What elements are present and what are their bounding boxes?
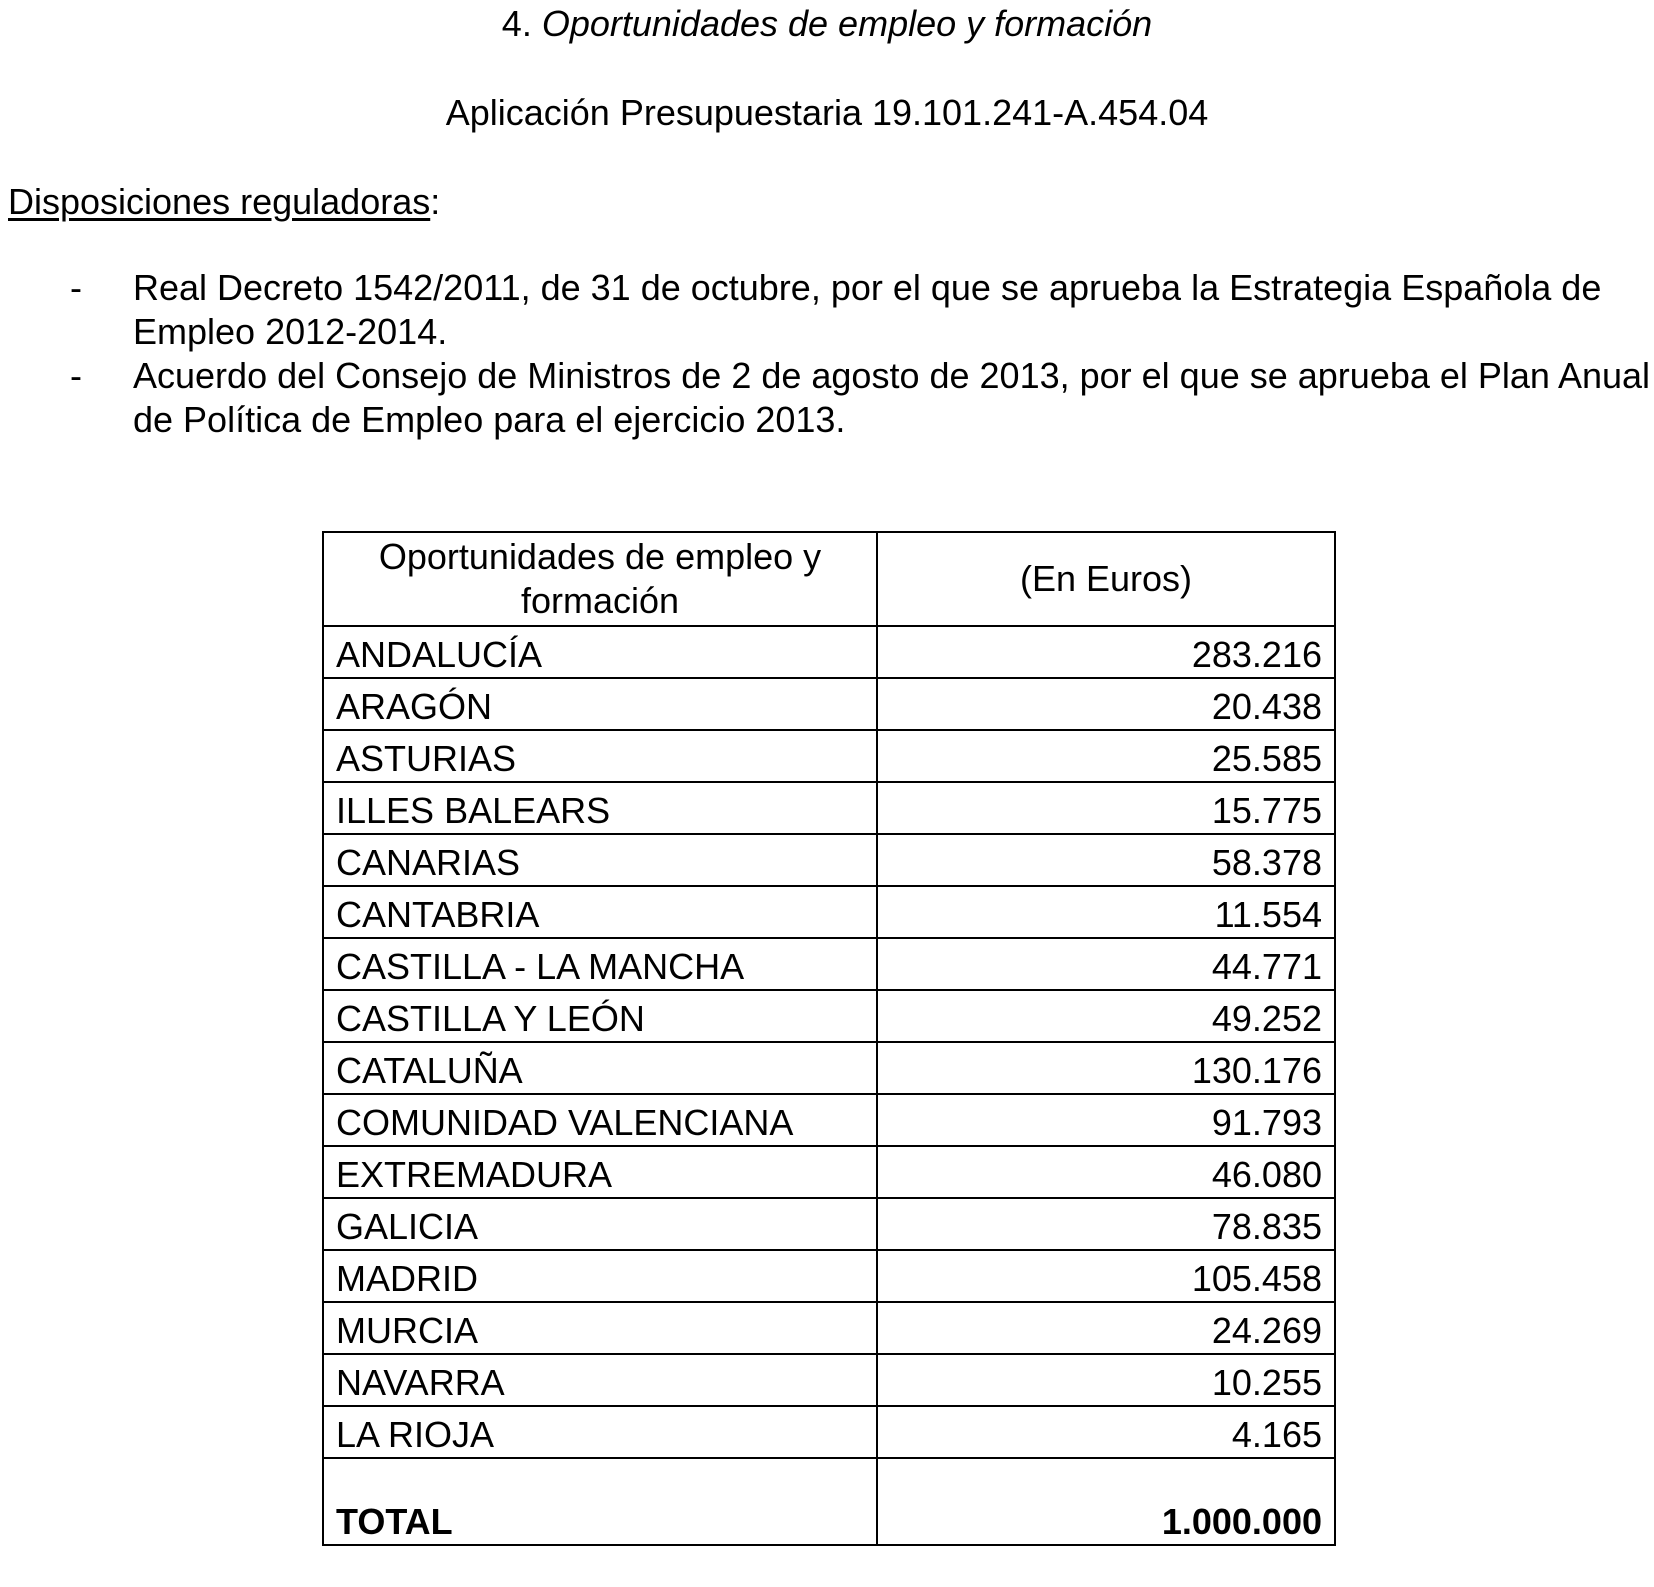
- section-heading: [0, 2, 1654, 46]
- provision-item: [0, 266, 1654, 354]
- table-row: [323, 1094, 1335, 1146]
- provisions-heading: [8, 180, 440, 224]
- table-body: [323, 626, 1335, 1458]
- table-row: [323, 1406, 1335, 1458]
- region-cell: CATALUÑA: [323, 1042, 877, 1094]
- header-amount: (En Euros): [877, 532, 1335, 626]
- amount-cell: 283.216: [877, 626, 1335, 678]
- amount-cell: 25.585: [877, 730, 1335, 782]
- provisions-colon: :: [430, 181, 441, 222]
- region-cell: EXTREMADURA: [323, 1146, 877, 1198]
- table-row: [323, 1250, 1335, 1302]
- provision-text: Acuerdo del Consejo de Ministros de 2 de agosto de 2013, por el que se aprueba el Plan Anual de Política de Empleo para el ejercicio 2013.: [133, 355, 1651, 440]
- table-row: [323, 1302, 1335, 1354]
- bullet-dash: -: [70, 267, 82, 308]
- allocation-table: [322, 531, 1336, 1546]
- provision-item: [0, 354, 1654, 442]
- table-row: [323, 834, 1335, 886]
- amount-cell: 49.252: [877, 990, 1335, 1042]
- table-row: [323, 886, 1335, 938]
- provisions-list: [0, 266, 1654, 442]
- amount-cell: 105.458: [877, 1250, 1335, 1302]
- region-cell: CANARIAS: [323, 834, 877, 886]
- table-row: [323, 730, 1335, 782]
- table-row: [323, 1042, 1335, 1094]
- table-row: [323, 782, 1335, 834]
- region-cell: GALICIA: [323, 1198, 877, 1250]
- amount-cell: 4.165: [877, 1406, 1335, 1458]
- region-cell: CASTILLA Y LEÓN: [323, 990, 877, 1042]
- table-row: [323, 1146, 1335, 1198]
- amount-cell: 10.255: [877, 1354, 1335, 1406]
- table-row: [323, 938, 1335, 990]
- amount-cell: 78.835: [877, 1198, 1335, 1250]
- region-cell: NAVARRA: [323, 1354, 877, 1406]
- bullet-dash: -: [70, 355, 82, 396]
- table-row: [323, 1354, 1335, 1406]
- budget-line: Aplicación Presupuestaria 19.101.241-A.454.04: [445, 92, 1209, 133]
- amount-cell: 24.269: [877, 1302, 1335, 1354]
- region-cell: LA RIOJA: [323, 1406, 877, 1458]
- region-cell: COMUNIDAD VALENCIANA: [323, 1094, 877, 1146]
- total-label: TOTAL: [323, 1458, 877, 1545]
- region-cell: ILLES BALEARS: [323, 782, 877, 834]
- header-program: Oportunidades de empleo y formación: [323, 532, 877, 626]
- section-title: Oportunidades de empleo y formación: [541, 3, 1153, 44]
- table-row: [323, 626, 1335, 678]
- total-amount: 1.000.000: [877, 1458, 1335, 1545]
- amount-cell: 15.775: [877, 782, 1335, 834]
- table-header-row: [323, 532, 1335, 626]
- region-cell: CASTILLA - LA MANCHA: [323, 938, 877, 990]
- region-cell: MURCIA: [323, 1302, 877, 1354]
- region-cell: ARAGÓN: [323, 678, 877, 730]
- amount-cell: 11.554: [877, 886, 1335, 938]
- section-number: 4.: [501, 3, 532, 44]
- region-cell: MADRID: [323, 1250, 877, 1302]
- table-row: [323, 678, 1335, 730]
- table-total-row: [323, 1458, 1335, 1545]
- region-cell: ANDALUCÍA: [323, 626, 877, 678]
- region-cell: CANTABRIA: [323, 886, 877, 938]
- amount-cell: 58.378: [877, 834, 1335, 886]
- amount-cell: 20.438: [877, 678, 1335, 730]
- table-row: [323, 990, 1335, 1042]
- provision-text: Real Decreto 1542/2011, de 31 de octubre, por el que se aprueba la Estrategia Española de Empleo 2012-2014.: [133, 267, 1602, 352]
- table-row: [323, 1198, 1335, 1250]
- amount-cell: 46.080: [877, 1146, 1335, 1198]
- amount-cell: 130.176: [877, 1042, 1335, 1094]
- amount-cell: 91.793: [877, 1094, 1335, 1146]
- provisions-label: Disposiciones reguladoras: [8, 181, 431, 222]
- amount-cell: 44.771: [877, 938, 1335, 990]
- region-cell: ASTURIAS: [323, 730, 877, 782]
